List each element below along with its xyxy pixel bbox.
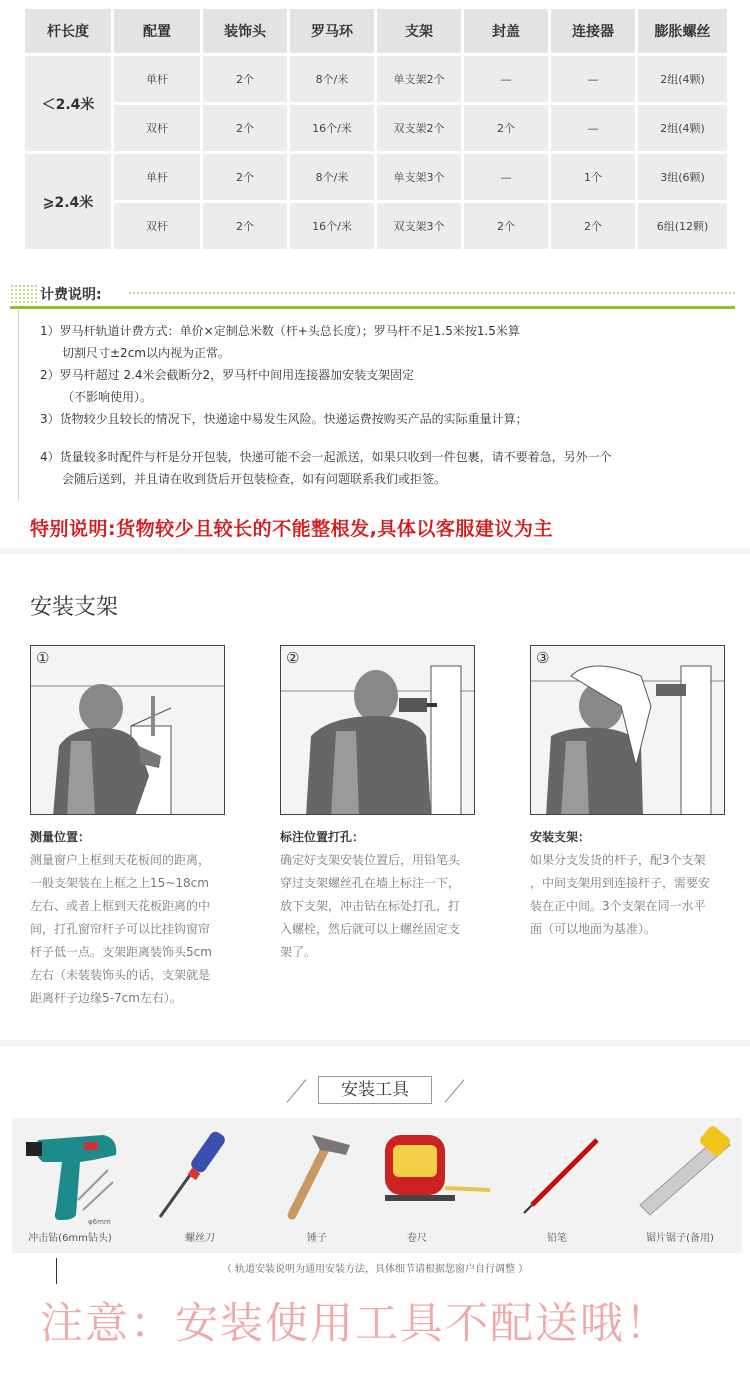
step-title: 测量位置： [30,830,91,844]
tool-label: 卷尺 [407,1233,427,1244]
section-divider [0,548,750,554]
slash-decoration [444,1079,464,1103]
step-line: 放下支架，冲击钻在标处打孔，打 [280,899,461,913]
header-cell: 封盖 [464,9,548,53]
tools-note: （ 轨道安装说明为通用安装方法，具体细节请根据您窗户自行调整 ） [221,1264,529,1275]
table-cell: 16个/米 [290,105,374,151]
step-line: 架了。 [280,945,317,959]
header-cell: 杆长度 [25,9,111,53]
tool-label: 锤子 [307,1233,327,1244]
length-cell: ⩾2.4米 [25,154,111,249]
note-line: 2）罗马杆超过 2.4米会截断分2，罗马杆中间用连接器加安装支架固定 [40,368,415,382]
table-cell: 2个 [203,203,287,249]
step-1-illustration [30,645,225,815]
note-line: 3）货物较少且较长的情况下，快递途中易发生风险。快递运费按购买产品的实际重量计算； [40,412,528,426]
table-cell: 16个/米 [290,203,374,249]
table-cell: 单支架3个 [377,154,461,200]
pencil-icon [502,1120,612,1230]
table-row [25,56,727,102]
header-cell: 罗马环 [290,9,374,53]
tools-header [0,1070,750,1110]
step-2-text [280,826,490,964]
saw-icon [630,1120,740,1230]
note-line: （不影响使用）。 [62,390,153,404]
table-cell: — [464,56,548,102]
step-line: 装在正中间。3个支架在同一水平 [530,899,706,913]
table-cell: 2个 [464,203,548,249]
note-line: 4）货量较多时配件与杆是分开包装，快递可能不会一起派送，如果只收到一件包裹，请不要着急，另外一个 [40,450,612,464]
special-note: 特别说明:货物较少且较长的不能整根发,具体以客服建议为主 [30,518,553,540]
step-line: 入螺栓，然后就可以上螺丝固定支 [280,922,461,936]
table-cell: 2个 [551,203,635,249]
step-line: 穿过支架螺丝孔在墙上标注一下， [280,876,461,890]
tool-label: 锯片锯子(备用) [646,1233,714,1244]
tool-label: 铅笔 [547,1233,567,1244]
step-title: 标注位置打孔： [280,830,365,844]
step-line: 测量窗户上框到天花板间的距离， [30,853,211,867]
step-line: 左右（未装装饰头的话，支架就是 [30,968,211,982]
install-title: 安装支架 [30,595,119,620]
step-line: 左右、或者上框到天花板距离的中 [30,899,211,913]
tools-title: 安装工具 [318,1076,432,1104]
step-line: 如果分支发货的杆子，配3个支架 [530,853,706,867]
hammer-icon [262,1120,372,1230]
length-cell: ＜2.4米 [25,56,111,151]
table-cell: 单支架2个 [377,56,461,102]
green-divider [10,306,735,309]
table-cell: 6组(12颗) [638,203,727,249]
header-cell: 膨胀螺丝 [638,9,727,53]
slash-decoration [286,1079,306,1103]
note-line: 切割尺寸±2cm以内视为正常。 [62,346,230,360]
section-divider [0,1040,750,1046]
step-line: 距离杆子边缘5-7cm左右）。 [30,991,182,1005]
dotted-divider [128,291,735,295]
header-cell: 支架 [377,9,461,53]
header-cell: 配置 [114,9,200,53]
spec-table [22,6,730,252]
notes-title: 计费说明: [40,287,102,303]
table-header-row [25,9,727,53]
header-cell: 连接器 [551,9,635,53]
table-cell: — [551,56,635,102]
step-number: ② [286,649,300,667]
measure-person-icon [31,646,225,815]
step-title: 安装支架： [530,830,591,844]
table-cell: 双支架3个 [377,203,461,249]
header-cell: 装饰头 [203,9,287,53]
table-cell: 1个 [551,154,635,200]
step-number: ① [36,649,50,667]
notes-side-line [18,310,19,500]
notes-header [10,280,735,308]
table-cell: 2组(4颗) [638,105,727,151]
screwdriver-icon [145,1120,255,1230]
tool-label: 冲击钻(6mm钻头) [28,1233,112,1244]
step-3-text [530,826,740,941]
table-row [25,154,727,200]
step-number: ③ [536,649,550,667]
table-cell: 双杆 [114,105,200,151]
dot-pattern [10,284,38,304]
notes-list [40,320,730,490]
table-cell: 2组(4颗) [638,56,727,102]
drill-person-icon [281,646,475,815]
step-3-illustration [530,645,725,815]
note-line: 会随后送到，并且请在收到货后开包装检查，如有问题联系我们或拒签。 [62,472,447,486]
table-cell: 2个 [464,105,548,151]
table-cell: 双支架2个 [377,105,461,151]
step-line: 杆子低一点。支架距离装饰头5cm [30,945,212,959]
table-row [25,105,727,151]
table-cell: — [551,105,635,151]
table-cell: 8个/米 [290,56,374,102]
table-cell: 单杆 [114,154,200,200]
final-warning: 注意：安装使用工具不配送哦！ [40,1299,670,1349]
table-cell: 8个/米 [290,154,374,200]
note-line: 1）罗马杆轨道计费方式：单价×定制总米数（杆+头总长度）；罗马杆不足1.5米按1.5米算 [40,324,520,338]
table-cell: 3组(6颗) [638,154,727,200]
step-line: 确定好支架安装位置后，用铅笔头 [280,853,461,867]
step-line: 一般支架装在上框之上15~18cm [30,876,209,890]
bracket-person-icon [531,646,725,815]
table-cell: 2个 [203,105,287,151]
table-cell: — [464,154,548,200]
table-cell: 2个 [203,56,287,102]
step-1-text [30,826,240,1010]
tape-measure-icon [375,1120,495,1230]
step-line: 间，打孔窗帘杆子可以比挂钩窗帘 [30,922,211,936]
tool-label: 螺丝刀 [185,1233,215,1244]
table-cell: 2个 [203,154,287,200]
drill-bit-label: φ6mm [88,1218,111,1226]
step-line: ，中间支架用到连接杆子，需要安 [530,876,711,890]
drill-icon [18,1120,128,1230]
step-2-illustration [280,645,475,815]
table-cell: 双杆 [114,203,200,249]
table-cell: 单杆 [114,56,200,102]
step-line: 面（可以地面为基准）。 [530,922,657,936]
table-row [25,203,727,249]
